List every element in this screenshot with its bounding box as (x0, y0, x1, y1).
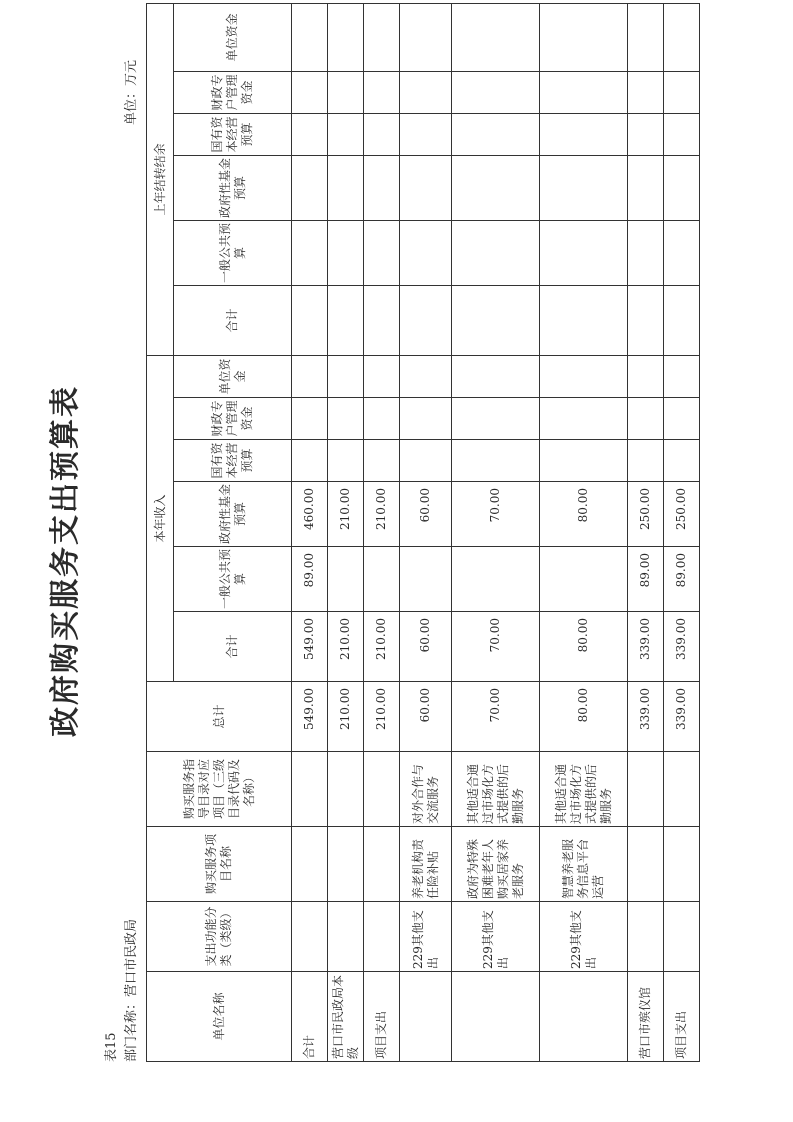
prev-state-capital-cell (364, 113, 400, 155)
current-subtotal-cell: 60.00 (400, 612, 452, 682)
prev-unit-funds-cell (664, 3, 700, 71)
current-unit-funds-cell (292, 355, 328, 397)
prev-general-cell (292, 220, 328, 285)
prev-subtotal-cell (400, 285, 452, 355)
current-unit-funds-cell (452, 355, 540, 397)
prev-unit-funds-cell (364, 3, 400, 71)
function-class-cell: 229其他支出 (452, 902, 540, 972)
table-row (364, 3, 400, 1061)
prev-special-account-cell (400, 71, 452, 113)
header-function-class: 支出功能分类（类级） (147, 902, 292, 972)
current-general-cell (328, 547, 364, 612)
prev-general-cell (400, 220, 452, 285)
prev-special-account-cell (628, 71, 664, 113)
function-class-cell (292, 902, 328, 972)
current-special-account-cell (328, 398, 364, 440)
project-name-cell: 养老机构责任险补贴 (400, 827, 452, 902)
catalog-cell: 对外合作与交流服务 (400, 752, 452, 827)
header-prev-state-capital: 国有资本经营预算 (174, 113, 292, 155)
current-subtotal-cell: 80.00 (540, 612, 628, 682)
current-subtotal-cell: 210.00 (328, 612, 364, 682)
total-cell: 210.00 (364, 682, 400, 752)
unit-name-cell: 营口市殡仪馆 (628, 972, 664, 1062)
prev-unit-funds-cell (628, 3, 664, 71)
table-number: 表15 (104, 1032, 119, 1062)
prev-special-account-cell (292, 71, 328, 113)
unit-name-cell (452, 972, 540, 1062)
total-cell: 339.00 (664, 682, 700, 752)
current-unit-funds-cell (540, 355, 628, 397)
prev-general-cell (664, 220, 700, 285)
current-subtotal-cell: 210.00 (364, 612, 400, 682)
prev-subtotal-cell (328, 285, 364, 355)
project-name-cell: 智慧养老服务信息平台运营 (540, 827, 628, 902)
current-fund-cell: 250.00 (664, 482, 700, 547)
unit-name-cell (400, 972, 452, 1062)
prev-subtotal-cell (540, 285, 628, 355)
current-unit-funds-cell (628, 355, 664, 397)
catalog-cell (292, 752, 328, 827)
current-subtotal-cell: 549.00 (292, 612, 328, 682)
table-row (292, 3, 328, 1061)
current-fund-cell: 460.00 (292, 482, 328, 547)
project-name-cell (664, 827, 700, 902)
department-name: 部门名称：营口市民政局 (124, 918, 139, 1062)
prev-fund-cell (292, 155, 328, 220)
table-row (664, 3, 700, 1061)
unit-name-cell: 项目支出 (664, 972, 700, 1062)
catalog-cell: 其他适合通过市场化方式提供的后勤服务 (452, 752, 540, 827)
header-cur-fund: 政府性基金预算 (174, 482, 292, 547)
page-title: 政府购买服务支出预算表 (48, 385, 83, 737)
prev-fund-cell (452, 155, 540, 220)
current-state-capital-cell (328, 440, 364, 482)
current-state-capital-cell (400, 440, 452, 482)
prev-state-capital-cell (328, 113, 364, 155)
header-current-year: 本年收入 (147, 355, 174, 681)
function-class-cell (628, 902, 664, 972)
total-cell: 80.00 (540, 682, 628, 752)
header-prev-fund: 政府性基金预算 (174, 155, 292, 220)
project-name-cell (628, 827, 664, 902)
current-general-cell (452, 547, 540, 612)
current-general-cell (364, 547, 400, 612)
current-special-account-cell (400, 398, 452, 440)
header-cur-special-account: 财政专户管理资金 (174, 398, 292, 440)
current-special-account-cell (628, 398, 664, 440)
prev-special-account-cell (540, 71, 628, 113)
total-cell: 70.00 (452, 682, 540, 752)
unit-name-cell: 合计 (292, 972, 328, 1062)
table-row (540, 3, 628, 1061)
header-prev-general: 一般公共预算 (174, 220, 292, 285)
header-cur-subtotal: 合计 (174, 612, 292, 682)
table-row (400, 3, 452, 1061)
table-row (628, 3, 664, 1061)
prev-special-account-cell (664, 71, 700, 113)
project-name-cell (364, 827, 400, 902)
prev-special-account-cell (328, 71, 364, 113)
prev-special-account-cell (452, 71, 540, 113)
prev-subtotal-cell (628, 285, 664, 355)
catalog-cell: 其他适合通过市场化方式提供的后勤服务 (540, 752, 628, 827)
function-class-cell (328, 902, 364, 972)
header-cur-unit-funds: 单位资金 (174, 355, 292, 397)
prev-subtotal-cell (364, 285, 400, 355)
current-fund-cell: 80.00 (540, 482, 628, 547)
header-carryover: 上年结转结余 (147, 3, 174, 355)
total-cell: 210.00 (328, 682, 364, 752)
function-class-cell: 229其他支出 (540, 902, 628, 972)
current-special-account-cell (664, 398, 700, 440)
current-fund-cell: 60.00 (400, 482, 452, 547)
prev-general-cell (540, 220, 628, 285)
budget-table (146, 3, 700, 1062)
current-special-account-cell (292, 398, 328, 440)
table-row (328, 3, 364, 1061)
function-class-cell (664, 902, 700, 972)
header-unit-name: 单位名称 (147, 972, 292, 1062)
current-special-account-cell (452, 398, 540, 440)
current-subtotal-cell: 70.00 (452, 612, 540, 682)
header-project-name: 购买服务项目名称 (147, 827, 292, 902)
currency-unit: 单位：万元 (124, 60, 139, 126)
prev-fund-cell (628, 155, 664, 220)
current-state-capital-cell (664, 440, 700, 482)
prev-unit-funds-cell (452, 3, 540, 71)
catalog-cell (628, 752, 664, 827)
current-general-cell: 89.00 (292, 547, 328, 612)
function-class-cell (364, 902, 400, 972)
project-name-cell (292, 827, 328, 902)
header-prev-unit-funds: 单位资金 (174, 3, 292, 71)
prev-state-capital-cell (664, 113, 700, 155)
header-prev-special-account: 财政专户管理资金 (174, 71, 292, 113)
current-special-account-cell (540, 398, 628, 440)
header-total: 总计 (147, 682, 292, 752)
prev-fund-cell (664, 155, 700, 220)
current-fund-cell: 210.00 (364, 482, 400, 547)
prev-general-cell (328, 220, 364, 285)
current-general-cell (540, 547, 628, 612)
prev-state-capital-cell (628, 113, 664, 155)
current-state-capital-cell (540, 440, 628, 482)
current-unit-funds-cell (400, 355, 452, 397)
prev-state-capital-cell (452, 113, 540, 155)
prev-subtotal-cell (664, 285, 700, 355)
current-unit-funds-cell (664, 355, 700, 397)
prev-subtotal-cell (292, 285, 328, 355)
current-fund-cell: 250.00 (628, 482, 664, 547)
current-subtotal-cell: 339.00 (628, 612, 664, 682)
current-state-capital-cell (452, 440, 540, 482)
prev-fund-cell (364, 155, 400, 220)
current-fund-cell: 70.00 (452, 482, 540, 547)
prev-fund-cell (328, 155, 364, 220)
current-fund-cell: 210.00 (328, 482, 364, 547)
prev-general-cell (452, 220, 540, 285)
prev-special-account-cell (364, 71, 400, 113)
current-special-account-cell (364, 398, 400, 440)
prev-unit-funds-cell (400, 3, 452, 71)
current-state-capital-cell (292, 440, 328, 482)
current-subtotal-cell: 339.00 (664, 612, 700, 682)
total-cell: 339.00 (628, 682, 664, 752)
project-name-cell: 政府为特殊困难老年人购买居家养老服务 (452, 827, 540, 902)
prev-fund-cell (400, 155, 452, 220)
catalog-cell (328, 752, 364, 827)
unit-name-cell: 项目支出 (364, 972, 400, 1062)
current-general-cell (400, 547, 452, 612)
current-unit-funds-cell (364, 355, 400, 397)
prev-subtotal-cell (452, 285, 540, 355)
prev-fund-cell (540, 155, 628, 220)
prev-general-cell (628, 220, 664, 285)
total-cell: 549.00 (292, 682, 328, 752)
header-catalog: 购买服务指导目录对应项目（三级目录代码及名称） (147, 752, 292, 827)
unit-name-cell: 营口市民政局本级 (328, 972, 364, 1062)
prev-unit-funds-cell (540, 3, 628, 71)
current-state-capital-cell (364, 440, 400, 482)
prev-state-capital-cell (540, 113, 628, 155)
catalog-cell (364, 752, 400, 827)
prev-unit-funds-cell (328, 3, 364, 71)
current-state-capital-cell (628, 440, 664, 482)
current-general-cell: 89.00 (664, 547, 700, 612)
function-class-cell: 229其他支出 (400, 902, 452, 972)
prev-state-capital-cell (292, 113, 328, 155)
project-name-cell (328, 827, 364, 902)
prev-state-capital-cell (400, 113, 452, 155)
catalog-cell (664, 752, 700, 827)
header-prev-subtotal: 合计 (174, 285, 292, 355)
current-unit-funds-cell (328, 355, 364, 397)
header-cur-general: 一般公共预算 (174, 547, 292, 612)
header-cur-state-capital: 国有资本经营预算 (174, 440, 292, 482)
prev-unit-funds-cell (292, 3, 328, 71)
total-cell: 60.00 (400, 682, 452, 752)
table-row (452, 3, 540, 1061)
current-general-cell: 89.00 (628, 547, 664, 612)
prev-general-cell (364, 220, 400, 285)
unit-name-cell (540, 972, 628, 1062)
